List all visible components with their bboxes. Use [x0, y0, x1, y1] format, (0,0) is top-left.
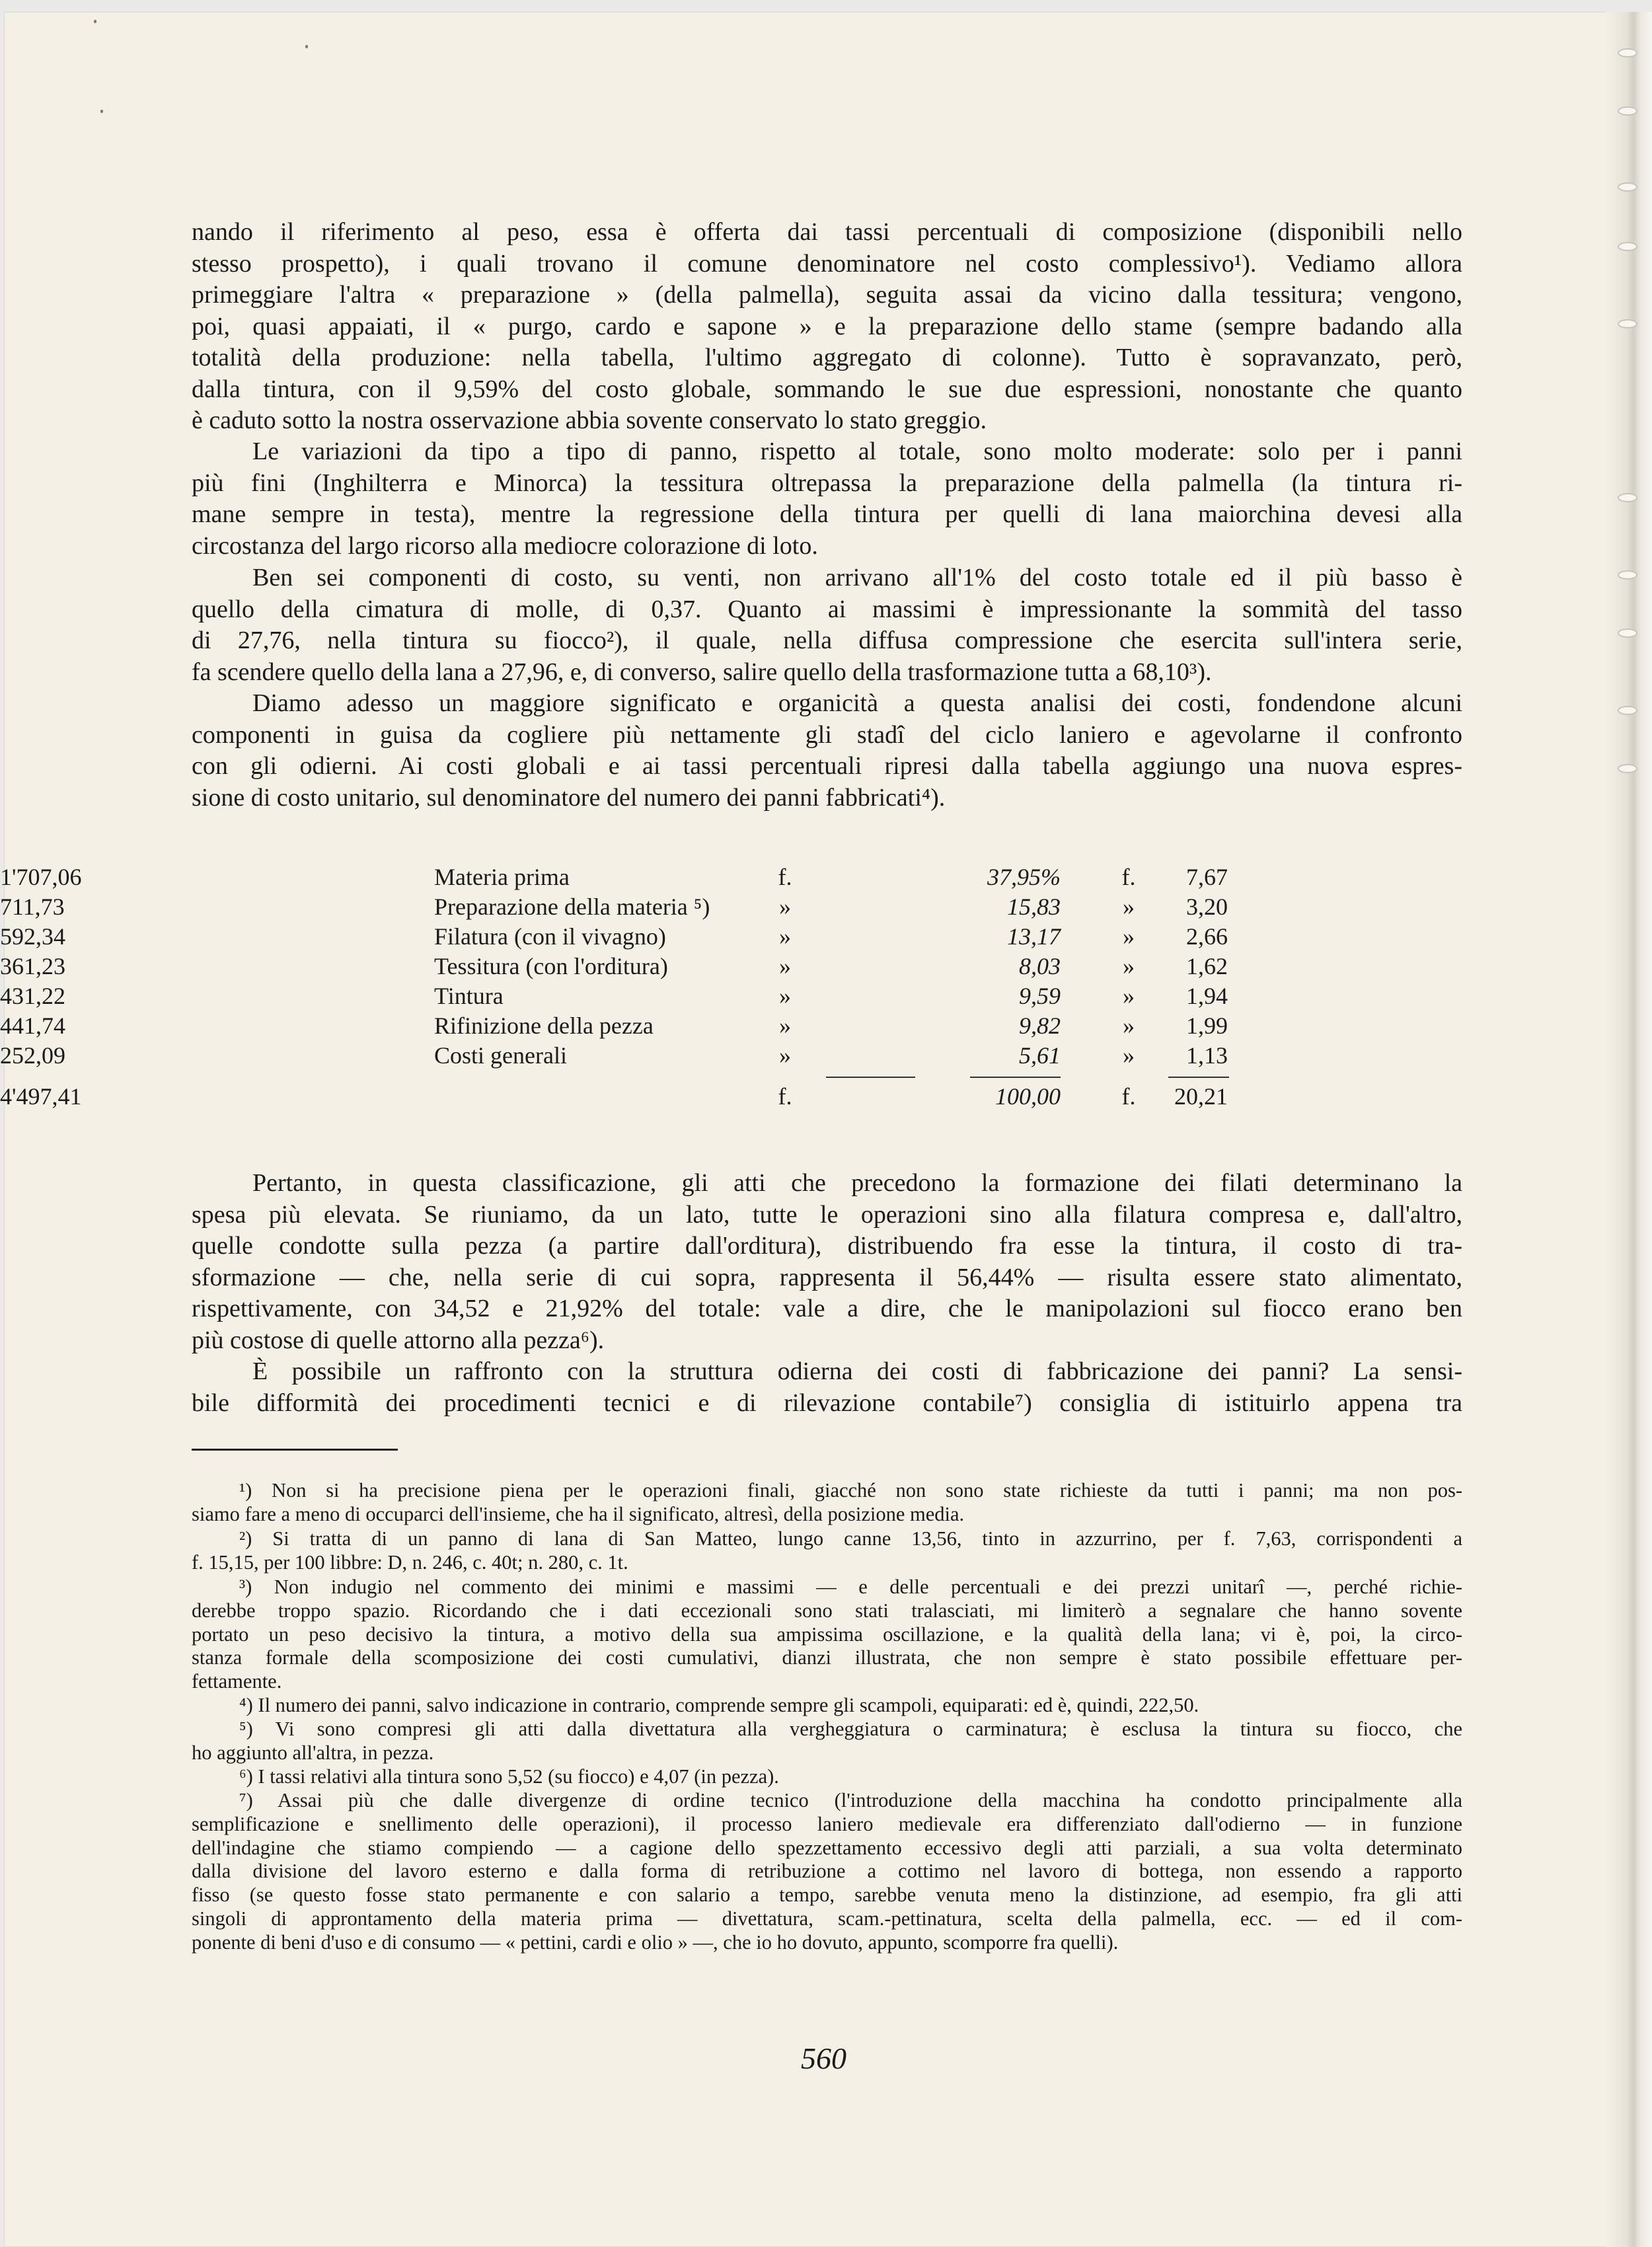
- table-cell-cur1: »: [779, 953, 791, 979]
- table-cell-pct: 8,03: [1019, 953, 1061, 979]
- footnote-line: ⁶) I tassi relativi alla tintura sono 5,52 (su fiocco) e 4,07 (in pezza).: [239, 1765, 779, 1788]
- text-line: sformazione — che, nella serie di cui sopra, rappresenta il 56,44% — risulta essere stato alimentato,: [192, 1263, 1462, 1291]
- table-cell-cur1: f.: [778, 864, 792, 890]
- footnote-line: ⁷) Assai più che dalle divergenze di ordine tecnico (l'introduzione della macchina ha condotto principalmente alla: [239, 1789, 1462, 1811]
- table-total-cur1: f.: [778, 1083, 792, 1110]
- text-line: primeggiare l'altra « preparazione » (della palmella), seguita assai da vicino dalla tessitura; vengono,: [192, 281, 1462, 309]
- footnote-line: dell'indagine che stiamo compiendo — a cagione dello spezzettamento eccessivo degli atti parziali, a sua volta determinato: [192, 1836, 1462, 1859]
- table-cell-pct: 5,61: [1019, 1042, 1061, 1069]
- binding-stitch-icon: [1618, 182, 1637, 192]
- table-cell-unit: 2,66: [1186, 923, 1228, 950]
- table-cell-label: Preparazione della materia ⁵): [434, 894, 710, 920]
- text-line: più fini (Inghilterra e Minorca) la tessitura oltrepassa la preparazione della palmella (la tintura ri-: [192, 469, 1462, 497]
- table-cell-cur2: »: [1123, 1042, 1135, 1069]
- text-line: rispettivamente, con 34,52 e 21,92% del totale: vale a dire, che le manipolazioni sul fiocco erano ben: [192, 1295, 1462, 1322]
- footnote-line: derebbe troppo spazio. Ricordando che i dati eccezionali sono stati tralasciati, mi limiterò a segnalare che hanno sovente: [192, 1599, 1462, 1622]
- text-line: Le variazioni da tipo a tipo di panno, rispetto al totale, sono molto moderate: solo per i panni: [252, 438, 1462, 465]
- text-line: spesa più elevata. Se riuniamo, da un lato, tutte le operazioni sino alla filatura compresa e, dall'altro,: [192, 1200, 1462, 1229]
- table-cell-unit: 1,94: [1186, 983, 1228, 1009]
- table-cell-cur2: »: [1123, 894, 1135, 920]
- text-line: sione di costo unitario, sul denominatore del numero dei panni fabbricati⁴).: [192, 783, 946, 812]
- table-cell-pct: 9,82: [1019, 1012, 1061, 1039]
- footnote-line: ponente di beni d'uso e di consumo — « pettini, cardi e olio » —, che io ho dovuto, appunto, scomporre fra quelli).: [192, 1930, 1119, 1954]
- table-cell-label: Tintura: [434, 983, 504, 1009]
- table-cell-cur1: »: [779, 1042, 791, 1069]
- sum-rule-pct: [970, 1077, 1061, 1078]
- text-line: dalla tintura, con il 9,59% del costo globale, sommando le sue due espressioni, nonostante che quanto: [192, 375, 1462, 403]
- table-cell-amount: 361,23: [0, 953, 65, 979]
- table-total-pct: 100,00: [995, 1083, 1061, 1110]
- text-line: di 27,76, nella tintura su fiocco²), il quale, nella diffusa compressione che esercita sull'intera serie,: [192, 627, 1462, 654]
- sum-rule-amount: [826, 1077, 915, 1078]
- table-cell-unit: 3,20: [1186, 894, 1228, 920]
- table-cell-cur2: »: [1123, 983, 1135, 1009]
- table-cell-amount: 592,34: [0, 923, 65, 950]
- footnote-line: ¹) Non si ha precisione piena per le operazioni finali, giacché non sono state richieste da tutti i panni; ma non pos-: [239, 1479, 1462, 1502]
- footnote-line: stanza formale della scomposizione dei costi cumulativi, dianzi illustrata, che non sempre è stato possibile effettuare per-: [192, 1646, 1462, 1669]
- text-line: fa scendere quello della lana a 27,96, e, di converso, salire quello della trasformazione tutta a 68,10³).: [192, 658, 1212, 686]
- table-cell-cur1: »: [779, 894, 791, 920]
- sum-rule-unit: [1168, 1077, 1229, 1078]
- text-line: con gli odierni. Ai costi globali e ai tassi percentuali ripresi dalla tabella aggiungo una nuova espres-: [192, 752, 1462, 780]
- text-line: Ben sei componenti di costo, su venti, non arrivano all'1% del costo totale ed il più basso è: [252, 564, 1462, 591]
- footnote-line: ³) Non indugio nel commento dei minimi e massimi — e delle percentuali e dei prezzi unitarî —, perché richie-: [239, 1576, 1462, 1598]
- table-cell-label: Rifinizione della pezza: [434, 1012, 654, 1039]
- table-cell-unit: 7,67: [1186, 864, 1228, 890]
- binding-stitch-icon: [1618, 493, 1637, 502]
- text-line: totalità della produzione: nella tabella, l'ultimo aggregato di colonne). Tutto è sopravanzato, però,: [192, 344, 1462, 371]
- binding-stitch-icon: [1618, 570, 1637, 580]
- table-cell-cur2: f.: [1121, 864, 1136, 890]
- text-line: mane sempre in testa), mentre la regressione della tintura per quelli di lana maiorchina devesi alla: [192, 500, 1462, 528]
- footnote-line: ⁵) Vi sono compresi gli atti dalla divettatura alla vergheggiatura o carminatura; è esclusa la tintura su fiocco, che: [239, 1718, 1462, 1740]
- table-cell-pct: 9,59: [1019, 983, 1061, 1009]
- footnote-line: semplificazione e snellimento delle operazioni), il processo laniero medievale era differenziato dall'odierno — in funzione: [192, 1812, 1462, 1835]
- text-line: quelle condotte sulla pezza (a partire dall'orditura), distribuendo fra esse la tintura, il costo di tra-: [192, 1232, 1462, 1260]
- table-total-cur2: f.: [1121, 1083, 1136, 1110]
- page-binding-edge: [1606, 12, 1652, 2247]
- table-cell-unit: 1,62: [1186, 953, 1228, 979]
- text-line: circostanza del largo ricorso alla mediocre colorazione di loto.: [192, 531, 818, 560]
- table-cell-label: Materia prima: [434, 864, 570, 890]
- text-line: Diamo adesso un maggiore significato e organicità a questa analisi dei costi, fondendone alcuni: [252, 689, 1462, 717]
- table-cell-amount: 252,09: [0, 1042, 65, 1069]
- footnote-line: singoli di approntamento della materia prima — divettatura, scam.-pettinatura, scelta della palmella, ecc. — ed il com-: [192, 1907, 1462, 1930]
- table-cell-label: Costi generali: [434, 1042, 567, 1069]
- binding-stitch-icon: [1618, 106, 1637, 116]
- footnote-line: f. 15,15, per 100 libbre: D, n. 246, c. 40t; n. 280, c. 1t.: [192, 1550, 628, 1574]
- table-cell-pct: 37,95%: [987, 864, 1061, 890]
- text-line: stesso prospetto), i quali trovano il comune denominatore nel costo complessivo¹). Vediamo allora: [192, 249, 1462, 278]
- footnote-line: fettamente.: [192, 1670, 282, 1693]
- table-cell-amount: 711,73: [0, 894, 65, 920]
- binding-stitch-icon: [1618, 48, 1637, 57]
- table-cell-unit: 1,99: [1186, 1012, 1228, 1039]
- table-cell-label: Filatura (con il vivagno): [434, 923, 666, 950]
- table-cell-amount: 431,22: [0, 983, 65, 1009]
- text-line: nando il riferimento al peso, essa è offerta dai tassi percentuali di composizione (disponibili nello: [192, 218, 1462, 246]
- text-line: componenti in guisa da cogliere più nettamente gli stadî del ciclo laniero e agevolarne il confronto: [192, 720, 1462, 749]
- text-line: poi, quasi appaiati, il « purgo, cardo e sapone » e la preparazione dello stame (sempre badando alla: [192, 312, 1462, 340]
- paper-speck: [305, 45, 308, 48]
- footnote-line: ⁴) Il numero dei panni, salvo indicazione in contrario, comprende sempre gli scampoli, equiparati: ed è, quindi, 222,50.: [239, 1694, 1199, 1716]
- footnote-line: portato un peso decisivo la tintura, a motivo della sua ampissima oscillazione, e la qualità della lana; vi è, poi, la circo-: [192, 1622, 1462, 1646]
- table-cell-pct: 15,83: [1007, 894, 1061, 920]
- text-line: Pertanto, in questa classificazione, gli atti che precedono la formazione dei filati determinano la: [252, 1169, 1462, 1197]
- table-cell-cur1: »: [779, 1012, 791, 1039]
- table-cell-amount: 441,74: [0, 1012, 65, 1039]
- table-cell-amount: 1'707,06: [0, 864, 82, 890]
- binding-stitch-icon: [1618, 628, 1637, 638]
- page-number: 560: [801, 2041, 846, 2075]
- table-cell-cur2: »: [1123, 1012, 1135, 1039]
- binding-stitch-icon: [1618, 706, 1637, 715]
- table-cell-cur2: »: [1123, 923, 1135, 950]
- paper-speck: [100, 110, 103, 113]
- table-total-amount: 4'497,41: [0, 1083, 82, 1110]
- table-cell-cur2: »: [1123, 953, 1135, 979]
- text-line: È possibile un raffronto con la struttura odierna dei costi di fabbricazione dei panni? La sensi-: [252, 1357, 1462, 1385]
- table-cell-cur1: »: [779, 983, 791, 1009]
- paper-speck: [94, 20, 96, 23]
- binding-stitch-icon: [1618, 764, 1637, 773]
- footnote-line: siamo fare a meno di occuparci dell'insieme, che ha il significato, altresì, della posizione media.: [192, 1502, 965, 1525]
- binding-stitch-icon: [1618, 242, 1637, 251]
- text-line: bile difformità dei procedimenti tecnici e di rilevazione contabile⁷) consiglia di istituirlo appena tra: [192, 1389, 1462, 1417]
- text-line: è caduto sotto la nostra osservazione abbia sovente conservato lo stato greggio.: [192, 406, 987, 434]
- table-cell-label: Tessitura (con l'orditura): [434, 953, 668, 979]
- binding-stitch-icon: [1618, 319, 1637, 328]
- footnote-line: dalla divisione del lavoro esterno e dalla forma di retribuzione a cottimo nel lavoro di bottega, non essendo a rapporto: [192, 1860, 1462, 1883]
- text-line: quello della cimatura di molle, di 0,37. Quanto ai massimi è impressionante la sommità del tasso: [192, 595, 1462, 623]
- table-cell-pct: 13,17: [1007, 923, 1061, 950]
- footnote-line: ho aggiunto all'altra, in pezza.: [192, 1741, 434, 1764]
- footnote-line: fisso (se questo fosse stato permanente e con salario a tempo, sarebbe venuta meno la distinzione, ad esempio, fra gli atti: [192, 1884, 1462, 1907]
- table-cell-cur1: »: [779, 923, 791, 950]
- footnote-separator: [192, 1449, 398, 1451]
- footnote-line: ²) Si tratta di un panno di lana di San Matteo, lungo canne 13,56, tinto in azzurrino, per f. 7,63, corrispondenti a: [239, 1527, 1462, 1550]
- text-line: più costose di quelle attorno alla pezza⁶).: [192, 1326, 605, 1354]
- table-cell-unit: 1,13: [1186, 1042, 1228, 1069]
- table-total-unit: 20,21: [1174, 1083, 1228, 1110]
